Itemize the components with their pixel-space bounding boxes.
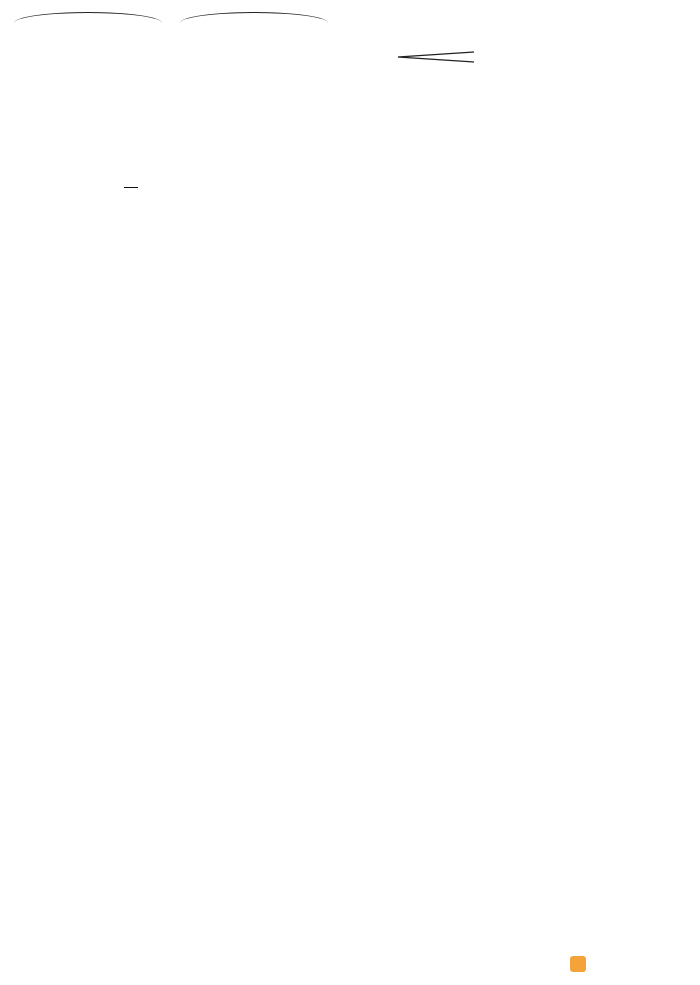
music-note-icon — [570, 956, 586, 972]
site-watermark — [570, 955, 589, 975]
time-signature — [124, 186, 138, 189]
slur-mark — [14, 12, 162, 23]
slur-mark — [180, 12, 328, 23]
previous-exercise-ending — [0, 22, 700, 48]
crescendo-hairpin — [396, 50, 476, 64]
